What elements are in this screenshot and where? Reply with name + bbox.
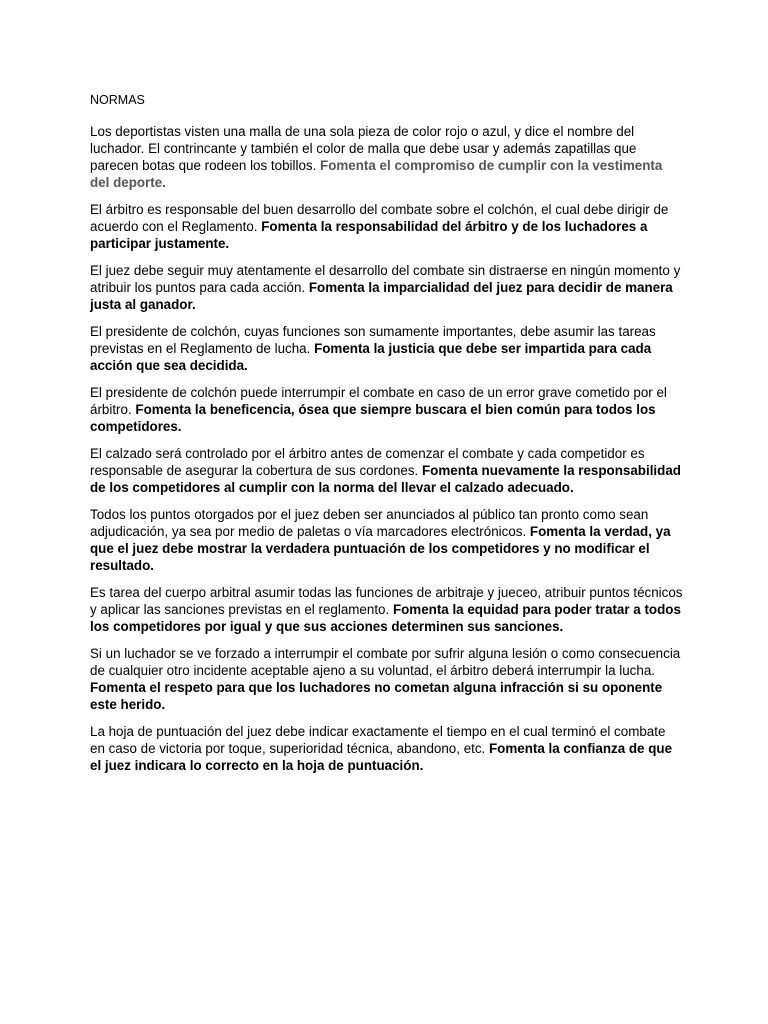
paragraph-emphasis: Fomenta la verdad, ya que el juez debe mostrar la verdadera puntuación de los competidores y no modificar el resultado. bbox=[90, 524, 671, 573]
document-page bbox=[90, 92, 684, 784]
paragraph-emphasis: Fomenta la responsabilidad del árbitro y de los luchadores a participar justamente. bbox=[90, 219, 648, 251]
paragraph-emphasis: Fomenta el respeto para que los luchadores no cometan alguna infracción si su oponente este herido. bbox=[90, 680, 663, 712]
paragraph-text: El calzado será controlado por el árbitro antes de comenzar el combate y cada competidor es responsable de asegurar la cobertura de sus cordones. bbox=[90, 446, 645, 478]
paragraph-juez bbox=[90, 262, 684, 313]
paragraph-emphasis: Fomenta la imparcialidad del juez para decidir de manera justa al ganador. bbox=[90, 280, 673, 312]
paragraph-text: El juez debe seguir muy atentamente el desarrollo del combate sin distraerse en ningún momento y atribuir los puntos para cada acción. bbox=[90, 263, 681, 295]
paragraph-emphasis: Fomenta el compromiso de cumplir con la vestimenta del deporte. bbox=[90, 158, 663, 190]
paragraph-text: Todos los puntos otorgados por el juez deben ser anunciados al público tan pronto como sean adjudicación, ya sea por medio de paletas o vía marcadores electrónicos. bbox=[90, 507, 649, 539]
paragraph-vestimenta bbox=[90, 123, 684, 191]
paragraph-emphasis: Fomenta la justicia que debe ser impartida para cada acción que sea decidida. bbox=[90, 341, 652, 373]
paragraph-text: El presidente de colchón, cuyas funciones son sumamente importantes, debe asumir las tareas previstas en el Reglamento de lucha. bbox=[90, 324, 656, 356]
paragraph-text: El árbitro es responsable del buen desarrollo del combate sobre el colchón, el cual debe dirigir de acuerdo con el Reglamento. bbox=[90, 202, 669, 234]
paragraph-emphasis: Fomenta la equidad para poder tratar a todos los competidores por igual y que sus acciones determinen sus sanciones. bbox=[90, 602, 681, 634]
paragraph-text: El presidente de colchón puede interrumpir el combate en caso de un error grave cometido por el árbitro. bbox=[90, 385, 667, 417]
paragraph-text: La hoja de puntuación del juez debe indicar exactamente el tiempo en el cual terminó el combate en caso de victoria por toque, superioridad técnica, abandono, etc. bbox=[90, 724, 666, 756]
paragraph-interrupcion bbox=[90, 384, 684, 435]
paragraph-arbitro bbox=[90, 201, 684, 252]
paragraph-text: Si un luchador se ve forzado a interrumpir el combate por sufrir alguna lesión o como consecuencia de cualquier otro incidente aceptable ajeno a su voluntad, el árbitro deberá interrumpir la lucha. bbox=[90, 646, 681, 678]
paragraph-lesion bbox=[90, 645, 684, 713]
paragraph-text: Es tarea del cuerpo arbitral asumir todas las funciones de arbitraje y jueceo, atribuir puntos técnicos y aplicar las sanciones previstas en el reglamento. bbox=[90, 585, 683, 617]
paragraph-presidente bbox=[90, 323, 684, 374]
paragraph-puntos bbox=[90, 506, 684, 574]
paragraph-emphasis: Fomenta la confianza de que el juez indicara lo correcto en la hoja de puntuación. bbox=[90, 741, 673, 773]
paragraph-emphasis: Fomenta nuevamente la responsabilidad de los competidores al cumplir con la norma del llevar el calzado adecuado. bbox=[90, 463, 681, 495]
paragraph-calzado bbox=[90, 445, 684, 496]
paragraph-hoja-puntuacion bbox=[90, 723, 684, 774]
paragraph-emphasis: Fomenta la beneficencia, ósea que siempre buscara el bien común para todos los competidores. bbox=[90, 402, 656, 434]
paragraph-text: Los deportistas visten una malla de una sola pieza de color rojo o azul, y dice el nombre del luchador. El contrincante y también el color de malla que debe usar y además zapatillas que parecen botas que rodeen los tobillos. bbox=[90, 124, 637, 173]
paragraph-cuerpo-arbitral bbox=[90, 584, 684, 635]
page-heading: NORMAS bbox=[90, 93, 145, 107]
